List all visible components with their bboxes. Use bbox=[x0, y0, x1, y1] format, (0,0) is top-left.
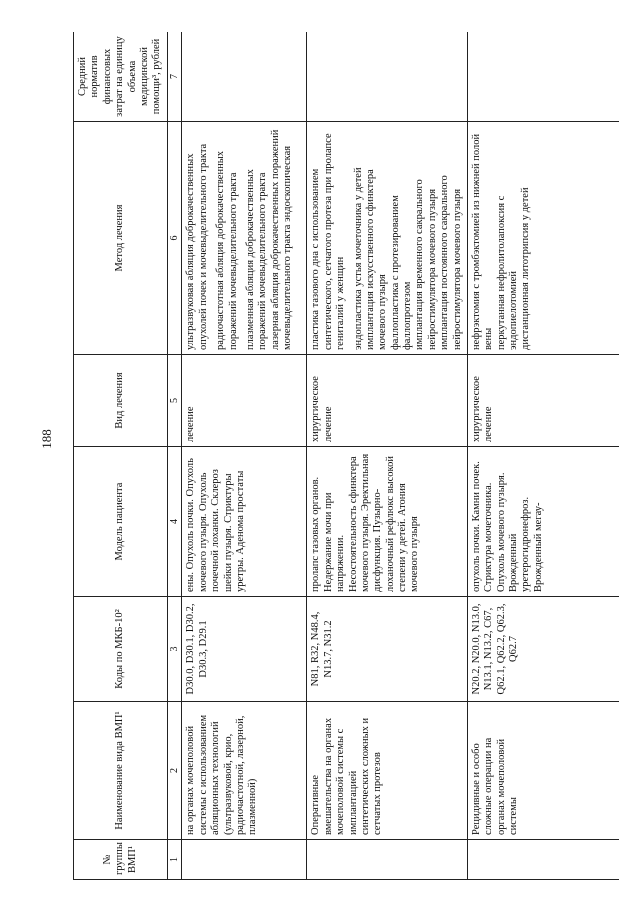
treatment-methods-cell bbox=[467, 122, 619, 355]
method-item: имплантация искусственного сфинктера мочевого пузыря bbox=[364, 169, 389, 350]
method-item: фаллопластика с протезированием фаллопротезом bbox=[389, 195, 414, 350]
cost-cell bbox=[467, 32, 619, 122]
method-item: радиочастотная абляция доброкачественных поражений мочевыделительного тракта bbox=[215, 150, 239, 350]
treatment-type-cell: лечение bbox=[182, 355, 307, 447]
header-treatment-type: Вид лечения bbox=[74, 355, 168, 447]
method-item: имплантация постоянного сакрального нейростимулятора мочевого пузыря bbox=[439, 175, 463, 350]
vmp-name-cell: Рецидивные и особо сложные операции на органах мочеполовой системы bbox=[467, 702, 619, 840]
method-item: ультразвуковая абляция доброкачественных опухолей почек и мочевыделительного тракта bbox=[185, 143, 209, 350]
method-item: пластика тазового дна с использованием синтетического, сетчатого протеза при пролапсе гениталий у женщин bbox=[310, 133, 347, 350]
header-cost-norm: Средний норматив финансовых затрат на единицу объема медицинской помощи³, рублей bbox=[74, 32, 168, 122]
rotated-table-area bbox=[73, 32, 619, 880]
table-row bbox=[307, 32, 468, 880]
method-item: эндопластика устья мочеточника у детей bbox=[352, 167, 364, 350]
icd-codes-cell: D30.0, D30.1, D30.2, D30.3, D29.1 bbox=[182, 597, 307, 702]
method-item: плазменная абляция доброкачественных поражений мочевыделительного тракта bbox=[244, 169, 269, 350]
method-item: имплантация временного сакрального нейростимулятора мочевого пузыря bbox=[414, 179, 438, 350]
patient-model-cell: опухоль почки. Камни почек. Стриктура мочеточника. Опухоль мочевого пузыря. Врожденный уретерогидронефроз. Врожденный мегау- bbox=[467, 447, 619, 597]
header-patient-model: Модель пациента bbox=[74, 447, 168, 597]
patient-model-cell: пролапс тазовых органов. Недержание мочи при напряжении. Несостоятельность сфинктера мочевого пузыря. Эректильная дисфункция. Пузырно-лоханочный рефлюкс высокой степени у детей. Атония мочевого пузыря bbox=[307, 447, 468, 597]
group-cell bbox=[182, 840, 307, 880]
column-number: 3 bbox=[167, 597, 182, 702]
page-number: 188 bbox=[39, 429, 54, 449]
vmp-name-cell: на органах мочеполовой системы с использованием абляционных технологий (ультразвуковой, крио, радиочастотной, лазерной, плазменной) bbox=[182, 702, 307, 840]
method-item: дистанционная литотрипсия у детей bbox=[520, 187, 532, 350]
column-number: 1 bbox=[167, 840, 182, 880]
table-row bbox=[182, 32, 307, 880]
method-item: лазерная абляция доброкачественных поражений мочевыделительного тракта эндоскопическая bbox=[269, 129, 294, 350]
vmp-name-cell: Оперативные вмешательства на органах мочеполовой системы с имплантацией синтетических сложных и сетчатых протезов bbox=[307, 702, 468, 840]
treatment-type-cell: хирургическое лечение bbox=[467, 355, 619, 447]
header-icd-codes: Коды по МКБ-10² bbox=[74, 597, 168, 702]
group-cell bbox=[467, 840, 619, 880]
group-cell bbox=[307, 840, 468, 880]
header-vmp-name: Наименование вида ВМП¹ bbox=[74, 702, 168, 840]
treatment-methods-cell bbox=[307, 122, 468, 355]
method-item: перкутанная нефролитолапоксия с эндопиелотомией bbox=[495, 195, 520, 350]
table-row bbox=[467, 32, 619, 880]
header-treatment-method: Метод лечения bbox=[74, 122, 168, 355]
icd-codes-cell: N20.2, N20.0, N13.0, N13.1, N13.2, C67, Q62.1, Q62.2, Q62.3, Q62.7 bbox=[467, 597, 619, 702]
header-group-number: № группы ВМП¹ bbox=[74, 840, 168, 880]
vmp-table bbox=[73, 32, 619, 880]
method-item: нефрэктомия с тромбэктомией из нижней полой вены bbox=[470, 133, 495, 350]
column-number: 4 bbox=[167, 447, 182, 597]
treatment-type-cell: хирургическое лечение bbox=[307, 355, 468, 447]
treatment-methods-cell bbox=[182, 122, 307, 355]
column-number: 5 bbox=[167, 355, 182, 447]
column-number: 2 bbox=[167, 702, 182, 840]
column-number: 6 bbox=[167, 122, 182, 355]
patient-model-cell: ены. Опухоль почки. Опухоль мочевого пузыря. Опухоль почечной лоханки. Склероз шейки пузыря. Стриктуры уретры. Аденома простаты bbox=[182, 447, 307, 597]
cost-cell bbox=[182, 32, 307, 122]
column-number: 7 bbox=[167, 32, 182, 122]
cost-cell bbox=[307, 32, 468, 122]
icd-codes-cell: N81, R32, N48.4, N13.7, N31.2 bbox=[307, 597, 468, 702]
